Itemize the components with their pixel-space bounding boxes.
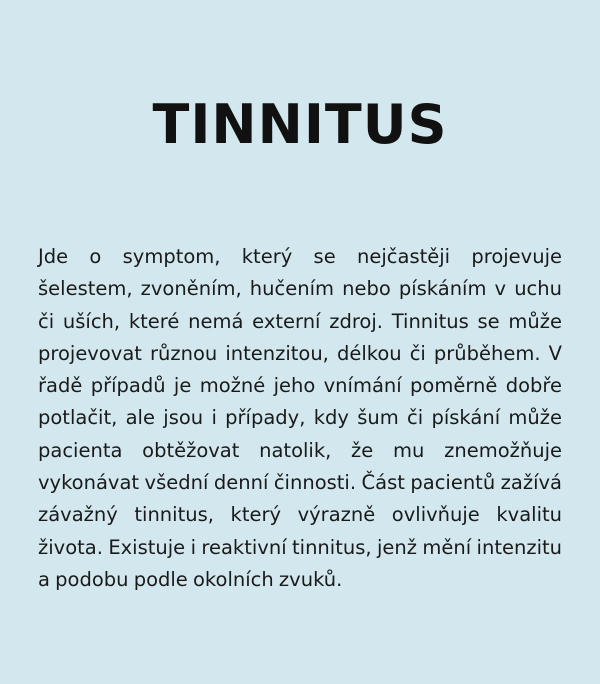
body-paragraph: Jde o symptom, který se nejčastěji projevuje šelestem, zvoněním, hučením nebo pískáním v uchu či uších, které nemá externí zdroj. Tinnitus se může projevovat různou intenzitou, délkou či průběhem. V řadě případů je možné jeho vnímání poměrně dobře potlačit, ale jsou i případy, kdy šum či pískání může pacienta obtěžovat natolik, že mu znemožňuje vykonávat všední denní činnosti. Část pacientů zažívá závažný tinnitus, který výrazně ovlivňuje kvalitu života. Existuje i reaktivní tinnitus, jenž mění intenzitu a podobu podle okolních zvuků. (38, 245, 562, 591)
page-title: TINNITUS (152, 93, 448, 156)
